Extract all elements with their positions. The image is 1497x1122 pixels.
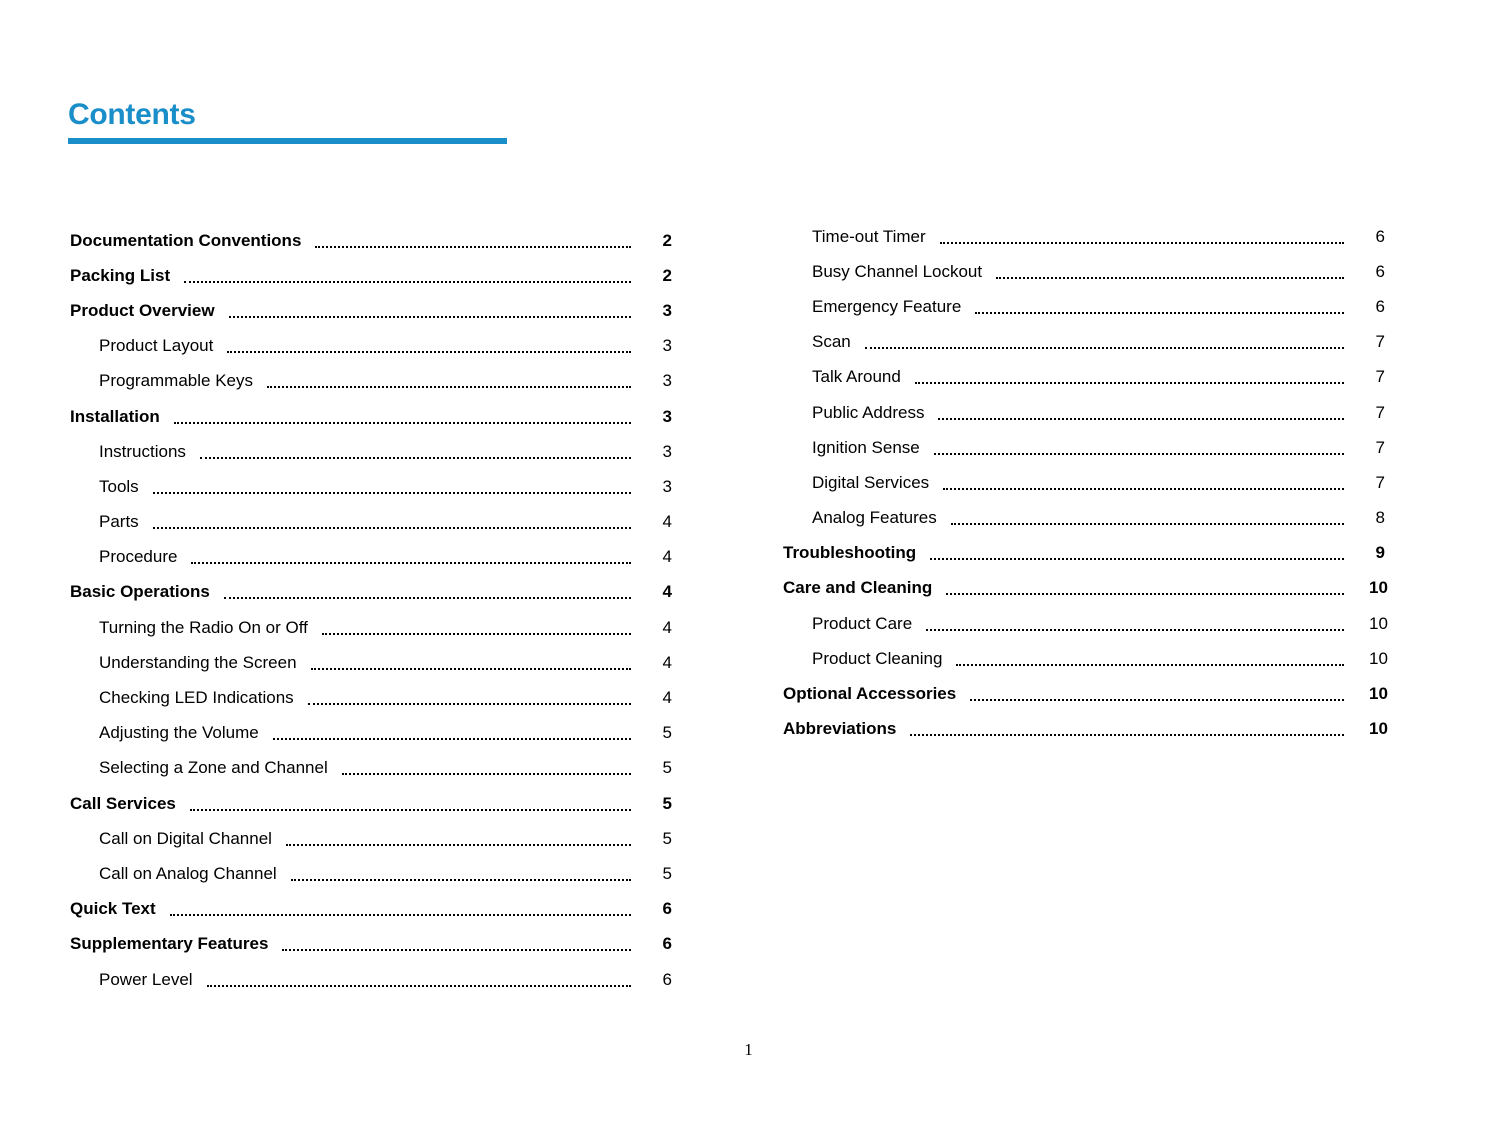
- toc-entry-page: 4: [662, 512, 672, 532]
- dot-leader: [224, 597, 631, 599]
- toc-entry-title: Quick Text: [70, 899, 156, 919]
- toc-entry[interactable]: [783, 360, 1385, 395]
- toc-entry[interactable]: [783, 254, 1385, 289]
- toc-entry-page: 10: [1369, 613, 1388, 633]
- toc-entry-title: Busy Channel Lockout: [812, 261, 983, 281]
- toc-entry-title: Digital Services: [812, 472, 930, 492]
- toc-entry-page: 7: [1375, 437, 1385, 457]
- dot-leader: [191, 562, 631, 564]
- toc-entry-title: Product Cleaning: [812, 648, 943, 668]
- toc-entry-page: 7: [1375, 332, 1385, 352]
- dot-leader: [200, 457, 631, 459]
- toc-entry-page: 4: [662, 688, 672, 708]
- dot-leader: [930, 558, 1344, 560]
- toc-entry-page: 7: [1375, 367, 1385, 387]
- toc-entry-page: 5: [662, 793, 672, 813]
- dot-leader: [174, 422, 631, 424]
- toc-entry[interactable]: [70, 469, 672, 504]
- toc-entry-page: 6: [1375, 261, 1385, 281]
- dot-leader: [315, 246, 631, 248]
- toc-entry[interactable]: [783, 606, 1388, 641]
- dot-leader: [311, 668, 631, 670]
- toc-entry[interactable]: [70, 680, 672, 715]
- title-underline: [68, 138, 507, 144]
- toc-entry-page: 10: [1369, 578, 1388, 598]
- dot-leader: [190, 809, 631, 811]
- dot-leader: [170, 914, 631, 916]
- toc-entry[interactable]: [70, 364, 672, 399]
- toc-entry[interactable]: [70, 610, 672, 645]
- dot-leader: [207, 985, 631, 987]
- page-title: Contents: [68, 98, 196, 131]
- toc-right-column: [783, 219, 1388, 747]
- toc-entry[interactable]: [70, 856, 672, 891]
- toc-entry-page: 10: [1369, 719, 1388, 739]
- toc-entry-title: Time-out Timer: [812, 226, 926, 246]
- dot-leader: [184, 281, 631, 283]
- toc-entry-title: Packing List: [70, 265, 171, 285]
- toc-entry-title: Power Level: [99, 969, 193, 989]
- toc-entry-title: Abbreviations: [783, 719, 897, 739]
- dot-leader: [910, 734, 1344, 736]
- toc-entry-title: Analog Features: [812, 508, 937, 528]
- toc-entry[interactable]: [70, 223, 672, 258]
- toc-entry-title: Care and Cleaning: [783, 578, 933, 598]
- toc-entry-page: 6: [662, 899, 672, 919]
- toc-entry[interactable]: [783, 536, 1385, 571]
- dot-leader: [996, 277, 1344, 279]
- toc-entry-page: 6: [662, 969, 672, 989]
- dot-leader: [951, 523, 1344, 525]
- dot-leader: [938, 418, 1344, 420]
- toc-entry-page: 4: [662, 617, 672, 637]
- toc-entry[interactable]: [70, 645, 672, 680]
- toc-entry-title: Product Overview: [70, 300, 215, 320]
- toc-entry-page: 3: [662, 441, 672, 461]
- toc-entry[interactable]: [783, 676, 1388, 711]
- toc-entry[interactable]: [783, 430, 1385, 465]
- toc-entry-title: Procedure: [99, 547, 178, 567]
- toc-entry-page: 3: [662, 476, 672, 496]
- toc-entry[interactable]: [783, 219, 1385, 254]
- toc-entry[interactable]: [70, 329, 672, 364]
- toc-left-column: [70, 223, 672, 997]
- toc-entry-title: Understanding the Screen: [99, 652, 297, 672]
- toc-entry-page: 7: [1375, 402, 1385, 422]
- toc-entry-page: 8: [1375, 508, 1385, 528]
- dot-leader: [308, 703, 631, 705]
- toc-entry[interactable]: [70, 540, 672, 575]
- toc-entry-title: Parts: [99, 512, 139, 532]
- toc-entry-page: 2: [662, 230, 672, 250]
- toc-entry-page: 5: [662, 863, 672, 883]
- toc-entry-title: Troubleshooting: [783, 543, 917, 563]
- dot-leader: [926, 629, 1344, 631]
- toc-entry[interactable]: [70, 751, 672, 786]
- toc-entry-title: Optional Accessories: [783, 684, 957, 704]
- toc-entry-title: Talk Around: [812, 367, 901, 387]
- toc-entry[interactable]: [70, 821, 672, 856]
- toc-entry-page: 5: [662, 723, 672, 743]
- toc-entry[interactable]: [783, 641, 1388, 676]
- toc-entry-page: 4: [662, 547, 672, 567]
- toc-entry-page: 6: [1375, 296, 1385, 316]
- toc-entry-title: Supplementary Features: [70, 934, 269, 954]
- toc-entry-title: Call on Analog Channel: [99, 863, 277, 883]
- toc-entry-page: 3: [662, 406, 672, 426]
- page-number: 1: [744, 1040, 753, 1059]
- toc-entry-page: 9: [1375, 543, 1385, 563]
- toc-entry-page: 5: [662, 828, 672, 848]
- toc-entry[interactable]: [70, 786, 672, 821]
- toc-entry[interactable]: [783, 501, 1385, 536]
- toc-entry[interactable]: [783, 395, 1385, 430]
- toc-entry-title: Documentation Conventions: [70, 230, 302, 250]
- dot-leader: [975, 312, 1344, 314]
- toc-entry[interactable]: [70, 716, 672, 751]
- toc-entry-title: Instructions: [99, 441, 186, 461]
- toc-entry[interactable]: [783, 465, 1385, 500]
- toc-entry-title: Scan: [812, 332, 851, 352]
- toc-entry-page: 4: [662, 652, 672, 672]
- toc-entry-title: Selecting a Zone and Channel: [99, 758, 328, 778]
- dot-leader: [286, 844, 631, 846]
- toc-entry-page: 7: [1375, 472, 1385, 492]
- toc-entry-title: Turning the Radio On or Off: [99, 617, 308, 637]
- toc-entry-page: 6: [1375, 226, 1385, 246]
- toc-entry[interactable]: [70, 505, 672, 540]
- toc-entry-title: Emergency Feature: [812, 296, 962, 316]
- toc-entry-page: 3: [662, 336, 672, 356]
- toc-entry[interactable]: [70, 399, 672, 434]
- toc-entry-title: Adjusting the Volume: [99, 723, 259, 743]
- dot-leader: [970, 699, 1344, 701]
- toc-entry-title: Product Care: [812, 613, 913, 633]
- dot-leader: [943, 488, 1344, 490]
- toc-entry[interactable]: [70, 434, 672, 469]
- dot-leader: [267, 386, 631, 388]
- toc-entry-page: 2: [662, 265, 672, 285]
- dot-leader: [934, 453, 1344, 455]
- toc-entry[interactable]: [70, 258, 672, 293]
- dot-leader: [229, 316, 631, 318]
- dot-leader: [342, 773, 631, 775]
- dot-leader: [322, 633, 631, 635]
- dot-leader: [865, 347, 1344, 349]
- toc-entry-title: Installation: [70, 406, 160, 426]
- toc-entry-title: Call on Digital Channel: [99, 828, 272, 848]
- toc-entry-title: Checking LED Indications: [99, 688, 294, 708]
- toc-entry-title: Tools: [99, 476, 139, 496]
- dot-leader: [291, 879, 631, 881]
- toc-entry-title: Call Services: [70, 793, 176, 813]
- toc-entry-page: 6: [662, 934, 672, 954]
- toc-entry-page: 10: [1369, 684, 1388, 704]
- toc-entry-title: Programmable Keys: [99, 371, 254, 391]
- dot-leader: [282, 949, 631, 951]
- toc-entry[interactable]: [70, 575, 672, 610]
- toc-entry-page: 4: [662, 582, 672, 602]
- toc-entry[interactable]: [70, 293, 672, 328]
- toc-entry[interactable]: [70, 892, 672, 927]
- toc-entry[interactable]: [70, 962, 672, 997]
- toc-entry-page: 10: [1369, 648, 1388, 668]
- dot-leader: [946, 593, 1344, 595]
- dot-leader: [956, 664, 1344, 666]
- toc-entry[interactable]: [783, 712, 1388, 747]
- toc-entry-title: Public Address: [812, 402, 925, 422]
- toc-entry-title: Product Layout: [99, 336, 214, 356]
- toc-entry-page: 3: [662, 300, 672, 320]
- toc-entry-title: Ignition Sense: [812, 437, 920, 457]
- toc-entry-title: Basic Operations: [70, 582, 210, 602]
- dot-leader: [940, 242, 1344, 244]
- toc-entry[interactable]: [783, 571, 1388, 606]
- toc-entry[interactable]: [783, 325, 1385, 360]
- dot-leader: [227, 351, 631, 353]
- toc-entry-page: 3: [662, 371, 672, 391]
- toc-entry-page: 5: [662, 758, 672, 778]
- toc-entry[interactable]: [70, 927, 672, 962]
- dot-leader: [153, 527, 631, 529]
- toc-entry[interactable]: [783, 289, 1385, 324]
- dot-leader: [915, 382, 1344, 384]
- dot-leader: [153, 492, 631, 494]
- dot-leader: [273, 738, 631, 740]
